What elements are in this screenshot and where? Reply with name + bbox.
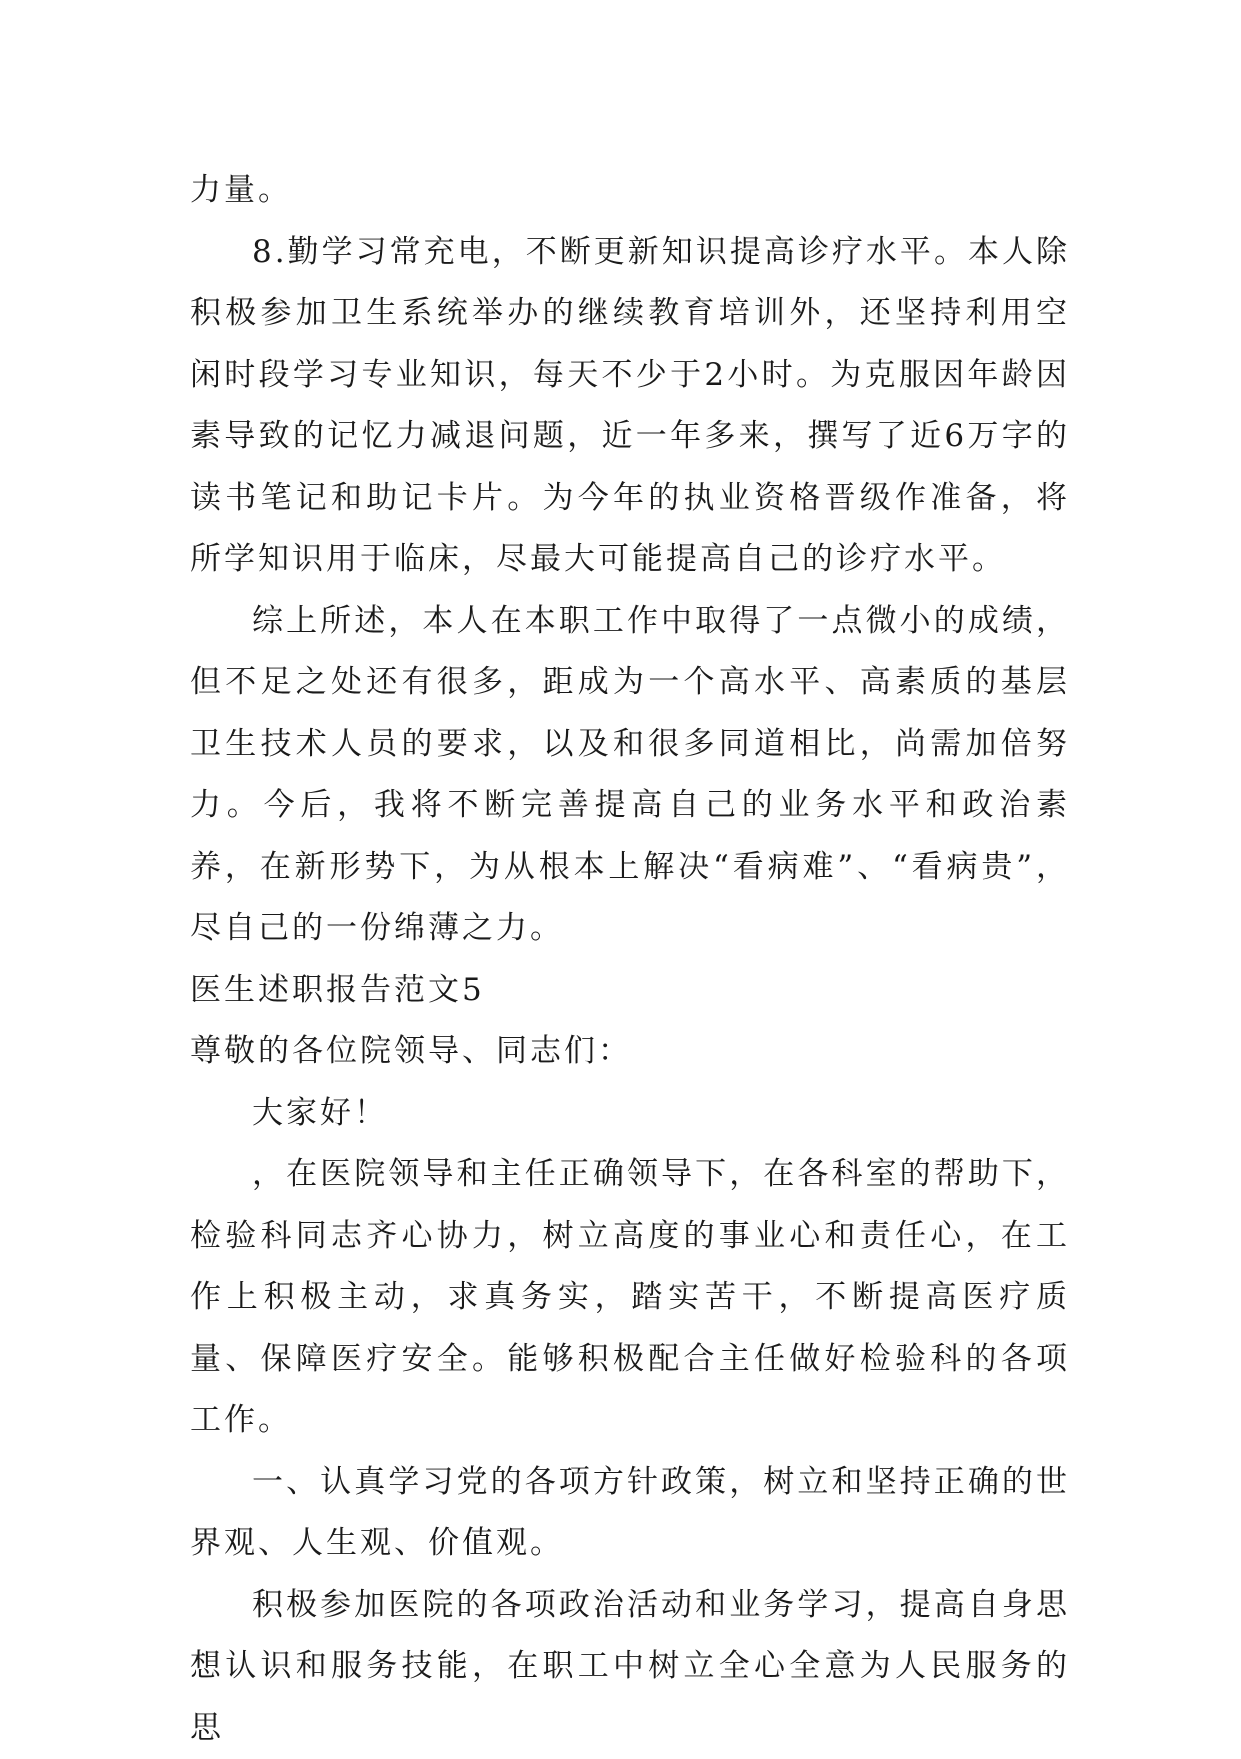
paragraph-item-8: 8.勤学习常充电，不断更新知识提高诊疗水平。本人除积极参加卫生系统举办的继续教育培训外，还坚持利用空闲时段学习专业知识，每天不少于2小时。为克服因年龄因素导致的记忆力减退问题，近一年多来，撰写了近6万字的读书笔记和助记卡片。为今年的执业资格晋级作准备，将所学知识用于临床，尽最大可能提高自己的诊疗水平。	[190, 222, 1070, 591]
greeting: 大家好！	[190, 1083, 1070, 1145]
paragraph-politics: 积极参加医院的各项政治活动和业务学习，提高自身思想认识和服务技能，在职工中树立全心全意为人民服务的思	[190, 1575, 1070, 1759]
section-heading: 医生述职报告范文5	[190, 960, 1070, 1022]
document-body	[190, 160, 1070, 1759]
paragraph-summary: 综上所述，本人在本职工作中取得了一点微小的成绩，但不足之处还有很多，距成为一个高水平、高素质的基层卫生技术人员的要求，以及和很多同道相比，尚需加倍努力。今后，我将不断完善提高自己的业务水平和政治素养，在新形势下，为从根本上解决“看病难”、“看病贵”，尽自己的一份绵薄之力。	[190, 591, 1070, 960]
salutation: 尊敬的各位院领导、同志们：	[190, 1021, 1070, 1083]
paragraph-continuation: 力量。	[190, 160, 1070, 222]
paragraph-point-one: 一、认真学习党的各项方针政策，树立和坚持正确的世界观、人生观、价值观。	[190, 1452, 1070, 1575]
paragraph-intro: ，在医院领导和主任正确领导下，在各科室的帮助下，检验科同志齐心协力，树立高度的事业心和责任心，在工作上积极主动，求真务实，踏实苦干，不断提高医疗质量、保障医疗安全。能够积极配合主任做好检验科的各项工作。	[190, 1144, 1070, 1452]
